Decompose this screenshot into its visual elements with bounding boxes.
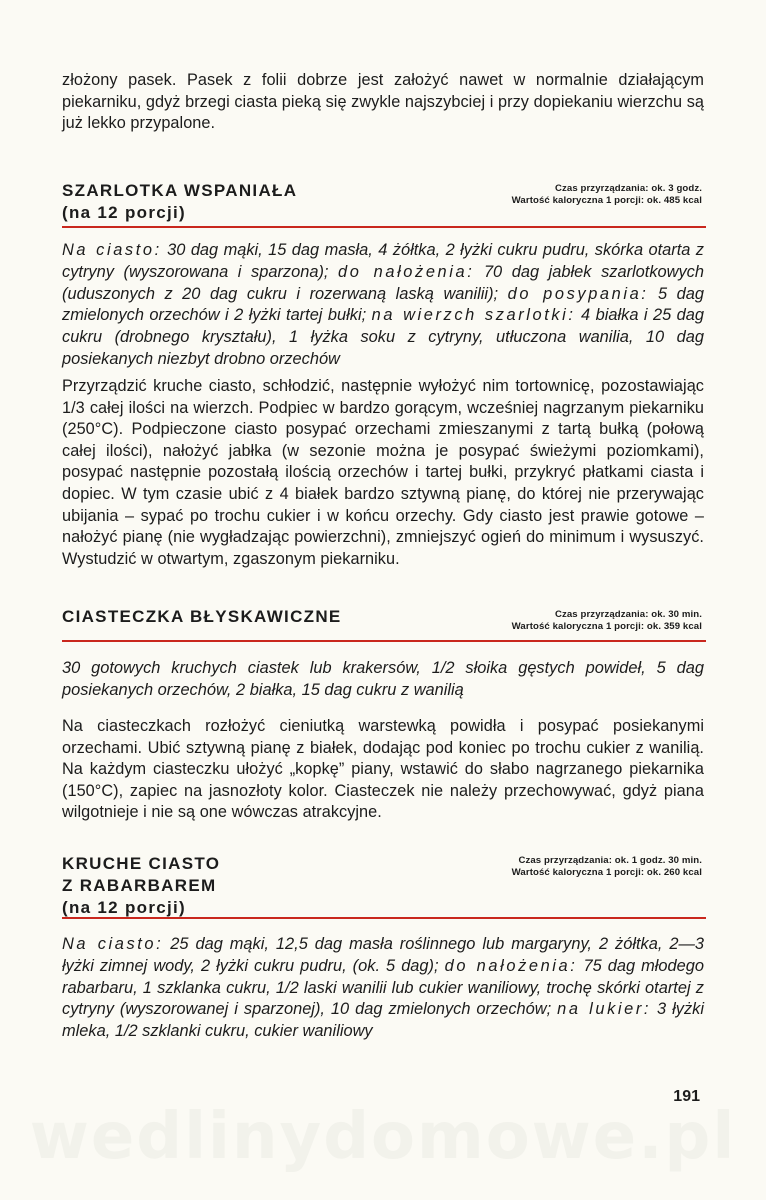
page-number: 191 <box>673 1088 700 1105</box>
ingredient-text: 30 dag mąki, 15 dag masła, 4 żółtka, 2 łyżki cukru pudru, skórka otarta z cytryny (wyszorowana i sparzona); <box>62 241 704 281</box>
ingredient-text: 3 łyżki mleka, 1/2 szklanki cukru, cukier waniliowy <box>62 1000 705 1041</box>
watermark: wedlinydomowe.pl <box>29 1100 737 1174</box>
ingredient-text: 25 dag mąki, 12,5 dag masła roślinnego lub margaryny, 2 żółtka, 2—3 łyżki zimnej wody, 2 łyżki cukru pudru, (ok. 5 dag); <box>62 935 704 975</box>
ingredients-ciasteczka: 30 gotowych kruchych ciastek lub krakersów, 1/2 słoika gęstych powideł, 5 dag posiekanych orzechów, 2 białka, 15 dag cukru z wanilią <box>62 659 704 699</box>
section-rule <box>62 917 706 919</box>
ingredient-label: Na ciasto: <box>62 241 162 259</box>
recipe-title-line1: KRUCHE CIASTO <box>62 854 221 873</box>
section-rule <box>62 640 706 642</box>
ingredient-label: na lukier: <box>557 1000 652 1019</box>
recipe-title: CIASTECZKA BŁYSKAWICZNE <box>62 607 342 626</box>
method-szarlotka: Przyrządzić kruche ciasto, schłodzić, następnie wyłożyć nim tortownicę, pozostawiając 1/3 całej ilości na wierzch. Podpiec w bardzo gorącym, wcześniej nagrzanym piekarniku (250°C). Podpieczone ciasto posypać orzechami zmieszanymi z tartą bułką (połową całej ilości), nałożyć jabłka (w sezonie można je posypać świeżymi poziomkami), posypać następnie pozostałą ilością orzechów i tartej bułki, przykryć płatkami ciasta i dopiec. W tym czasie ubić z 4 białek bardzo sztywną pianę, do której nie przerywając ubijania – sypać po trochu cukier i w końcu orzechy. Gdy ciasto jest prawie gotowe – nałożyć pianę (nie wygładzając powierzchni), zmniejszyć ogień do minimum i wysuszyć. Wystudzić w otwartym, zgaszonym piekarniku. <box>62 377 704 568</box>
calories: Wartość kaloryczna 1 porcji: ok. 359 kcal <box>511 621 702 633</box>
ingredient-label: na wierzch szarlotki: <box>371 306 576 325</box>
ingredient-text: 70 dag jabłek szarlotkowych (uduszonych z 20 dag cukru i rozerwaną laską wanilii); <box>62 262 704 303</box>
ingredient-text: 75 dag młodego rabarbaru, 1 szklanka cukru, 1/2 laski wanilii lub cukier waniliowy, trochę skórki otartej z cytryny (wyszorowanej i sparzonej), 10 dag zmielonych orzechów; <box>62 956 705 1019</box>
calories: Wartość kaloryczna 1 porcji: ok. 485 kcal <box>511 195 702 207</box>
book-page <box>62 0 704 1200</box>
method-ciasteczka: Na ciasteczkach rozłożyć cieniutką warstewką powidła i posypać posiekanymi orzechami. Ubić sztywną pianę z białek, dodając pod koniec po trochu cukier z wanilią. Na każdym ciasteczku ułożyć „kopkę” piany, wstawić do słabo nagrzanego piekarnika (150°C), zapiec na jasnozłoty kolor. Ciasteczek nie należy przechowywać, gdyż piana wilgotnieje i nie są one wówczas atrakcyjne. <box>62 717 704 822</box>
prep-time: Czas przyrządzania: ok. 3 godz. <box>554 183 702 194</box>
section-rule <box>62 226 706 228</box>
recipe-header-szarlotka <box>62 180 704 224</box>
ingredient-label: do nałożenia: <box>338 262 475 281</box>
prep-time: Czas przyrządzania: ok. 1 godz. 30 min. <box>518 855 702 866</box>
recipe-portions: (na 12 porcji) <box>62 203 187 222</box>
ingredients-szarlotka <box>62 240 704 371</box>
ingredient-text: 4 białka i 25 dag cukru (drobnego kryształu), 1 łyżka soku z cytryny, utłuczona wanilia, 10 dag posiekanych niezbyt drobno orzechów <box>62 306 705 368</box>
recipe-title-line2: Z RABARBAREM <box>62 876 217 895</box>
recipe-header-kruche-ciasto <box>62 853 704 919</box>
recipe-meta <box>512 855 702 880</box>
ingredient-label: Na ciasto: <box>62 935 164 953</box>
recipe-meta <box>512 609 702 634</box>
prep-time: Czas przyrządzania: ok. 30 min. <box>554 609 702 620</box>
recipe-portions: (na 12 porcji) <box>62 898 187 917</box>
ingredients-kruche-ciasto <box>62 934 704 1043</box>
recipe-meta <box>512 183 702 208</box>
ingredient-text: 5 dag zmielonych orzechów i 2 łyżki tartej bułki; <box>62 284 704 325</box>
intro-paragraph: złożony pasek. Pasek z folii dobrze jest założyć nawet w normalnie działającym piekarniku, gdyż brzegi ciasta pieką się zwykle najszybciej i przy dopiekaniu wierzchu są już lekko przypalone. <box>62 71 704 133</box>
recipe-header-ciasteczka <box>62 606 704 633</box>
calories: Wartość kaloryczna 1 porcji: ok. 260 kcal <box>511 867 702 879</box>
recipe-title: SZARLOTKA WSPANIAŁA <box>62 181 298 200</box>
ingredient-label: do nałożenia: <box>444 956 578 975</box>
ingredient-label: do posypania: <box>507 284 649 303</box>
